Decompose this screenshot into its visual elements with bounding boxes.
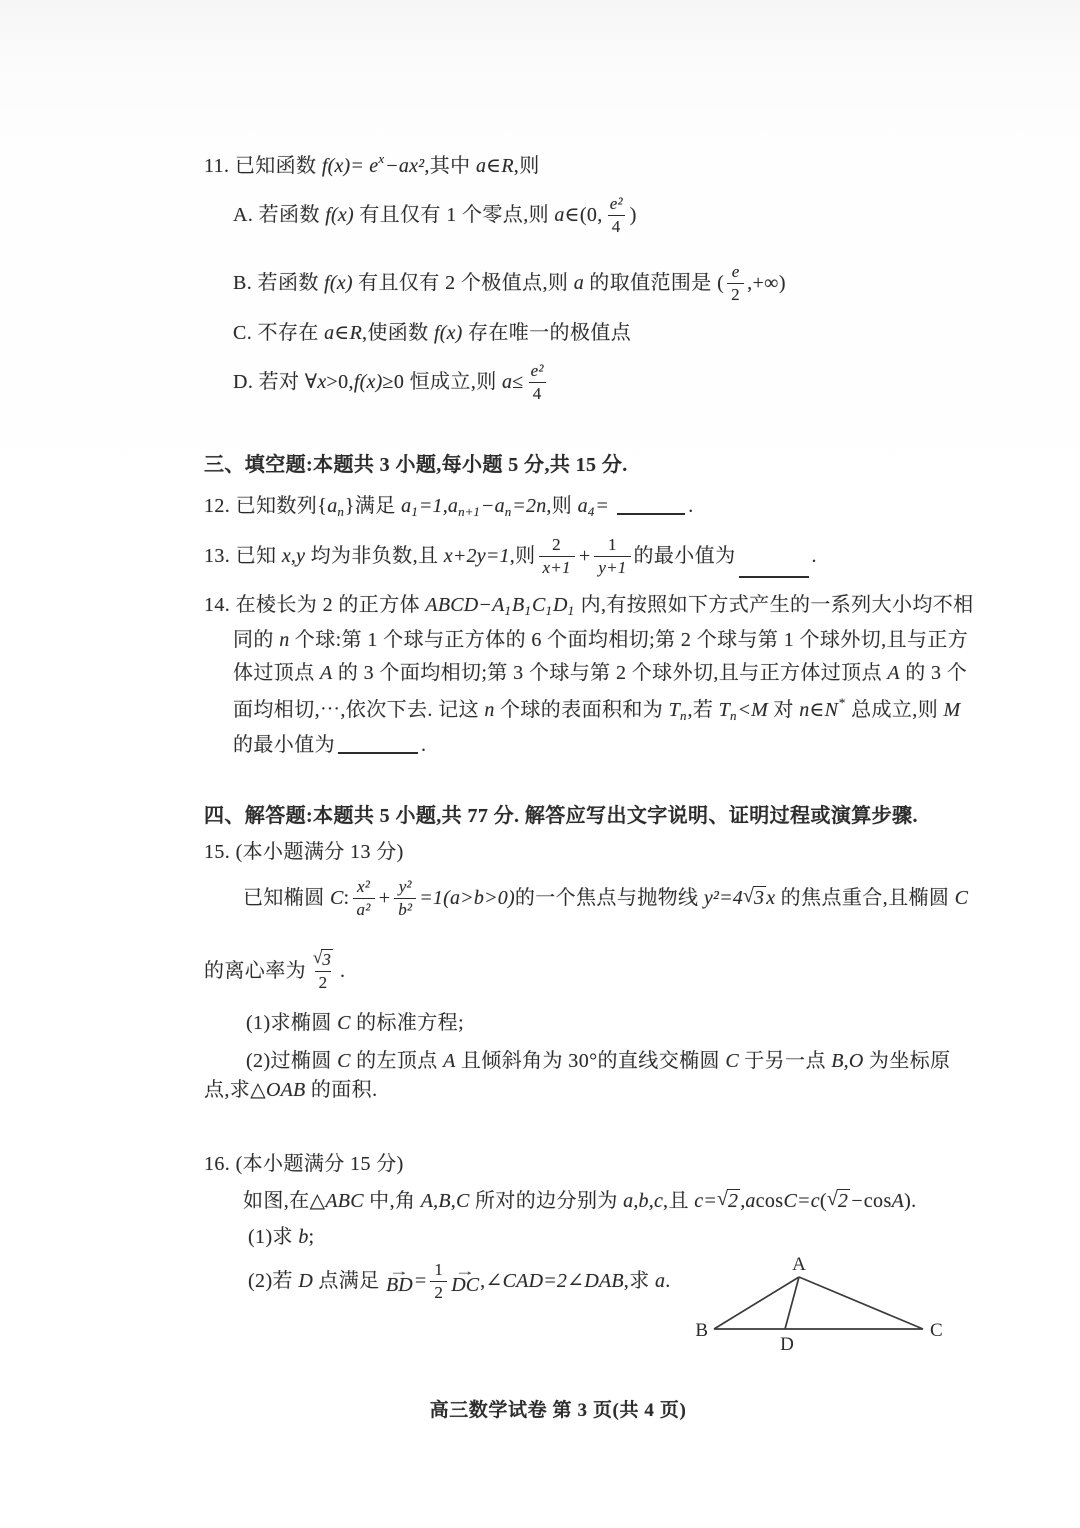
question-11-stem: 11. 已知函数 f(x)= e x −ax² ,其中 a ∈ R ,则 bbox=[204, 150, 540, 177]
question-11-option-c: C. 不存在 a ∈ R ,使函数 f(x) 存在唯一的极值点 bbox=[233, 321, 632, 344]
question-14-line-4: 面均相切,⋯,依次下去. 记这 n 个球的表面积和为 T n ,若 T n <M 对 n ∈ N * 总成立,则 M bbox=[233, 694, 961, 723]
section-answer-header: 四、解答题:本题共 5 小题,共 77 分. 解答应写出文字说明、证明过程或演算步骤. bbox=[204, 804, 918, 827]
question-16-line-1: 如图,在△ ABC 中,角 A,B,C 所对的边分别为 a,b,c ,且 c= √ 2 ,a cos C=c ( √ 2 − cos A ). bbox=[243, 1188, 917, 1212]
question-15-line-2: 的离心率为 √ 3 2 . bbox=[204, 948, 346, 992]
question-15-line-1: 已知椭圆 C : $\frac{\text{x²}}{\text{a²}}$ + $\frac{\text{y²}}{\text{b²}}$ =1(a>b>0) 的一个焦点与抛物线 y²=4 √ 3 x 的焦点重合,且椭圆 C bbox=[243, 876, 969, 919]
question-15-part-2: (2)过椭圆 C 的左顶点 A 且倾斜角为 30°的直线交椭圆 C 于另一点 B,O 为坐标原 bbox=[246, 1049, 951, 1072]
triangle-figure bbox=[690, 1250, 950, 1365]
question-15-part-1: (1)求椭圆 C 的标准方程; bbox=[246, 1011, 465, 1034]
question-12: 12. 已知数列{ a n }满足 a 1 =1,a n+1 −a n =2n ,则 a 4 = . bbox=[204, 494, 694, 519]
question-14-line-2: 同的 n 个球:第 1 个球与正方体的 6 个面均相切;第 2 个球与第 1 个球外切,且与正方 bbox=[233, 628, 969, 651]
section-fill-in-header: 三、填空题:本题共 3 小题,每小题 5 分,共 15 分. bbox=[204, 453, 628, 476]
question-15-header: 15. (本小题满分 13 分) bbox=[204, 840, 404, 863]
vertex-label-a: A bbox=[792, 1254, 806, 1275]
triangle-side-ac bbox=[799, 1277, 923, 1329]
question-14-line-1: 14. 在棱长为 2 的正方体 ABCD−A 1 B 1 C 1 D 1 内,有按照如下方式产生的一系列大小均不相 bbox=[204, 593, 974, 618]
vertex-label-c: C bbox=[930, 1320, 943, 1341]
question-14-line-3: 体过顶点 A 的 3 个面均相切;第 3 个球与第 2 个球外切,且与正方体过顶点 A 的 3 个 bbox=[233, 661, 968, 684]
page-footer: 高三数学试卷 第 3 页(共 4 页) bbox=[429, 1399, 687, 1421]
question-16-part-1: (1)求 b ; bbox=[248, 1225, 315, 1248]
vertex-label-d: D bbox=[780, 1334, 794, 1355]
question-11-option-a: A. 若函数 f(x) 有且仅有 1 个零点,则 a ∈(0, $\frac{\text{e²}}{4}$ ) bbox=[233, 193, 637, 236]
question-14-line-5: 的最小值为 . bbox=[233, 733, 427, 756]
vertex-label-b: B bbox=[695, 1320, 708, 1341]
question-11-option-b: B. 若函数 f(x) 有且仅有 2 个极值点,则 a 的取值范围是 ( $\frac{e}{2}$ ,+∞) bbox=[233, 261, 786, 304]
question-16-part-2: (2)若 D 点满足 → BD = $\frac{1}{2}$ → DC ,∠ CAD =2 ∠ DAB ,求 a . bbox=[248, 1259, 671, 1302]
question-11-option-d: D. 若对 ∀ x >0, f(x) ≥0 恒成立,则 a ≤ $\frac{\text{e²}}{4}$ bbox=[233, 360, 544, 403]
question-16-header: 16. (本小题满分 15 分) bbox=[204, 1152, 404, 1175]
question-15-line-3: 点,求△ OAB 的面积. bbox=[204, 1078, 378, 1101]
question-13: 13. 已知 x,y 均为非负数,且 x+2y=1 ,则 $\frac{2}{x+1}$ + $\frac{1}{y+1}$ 的最小值为 . bbox=[204, 534, 817, 577]
